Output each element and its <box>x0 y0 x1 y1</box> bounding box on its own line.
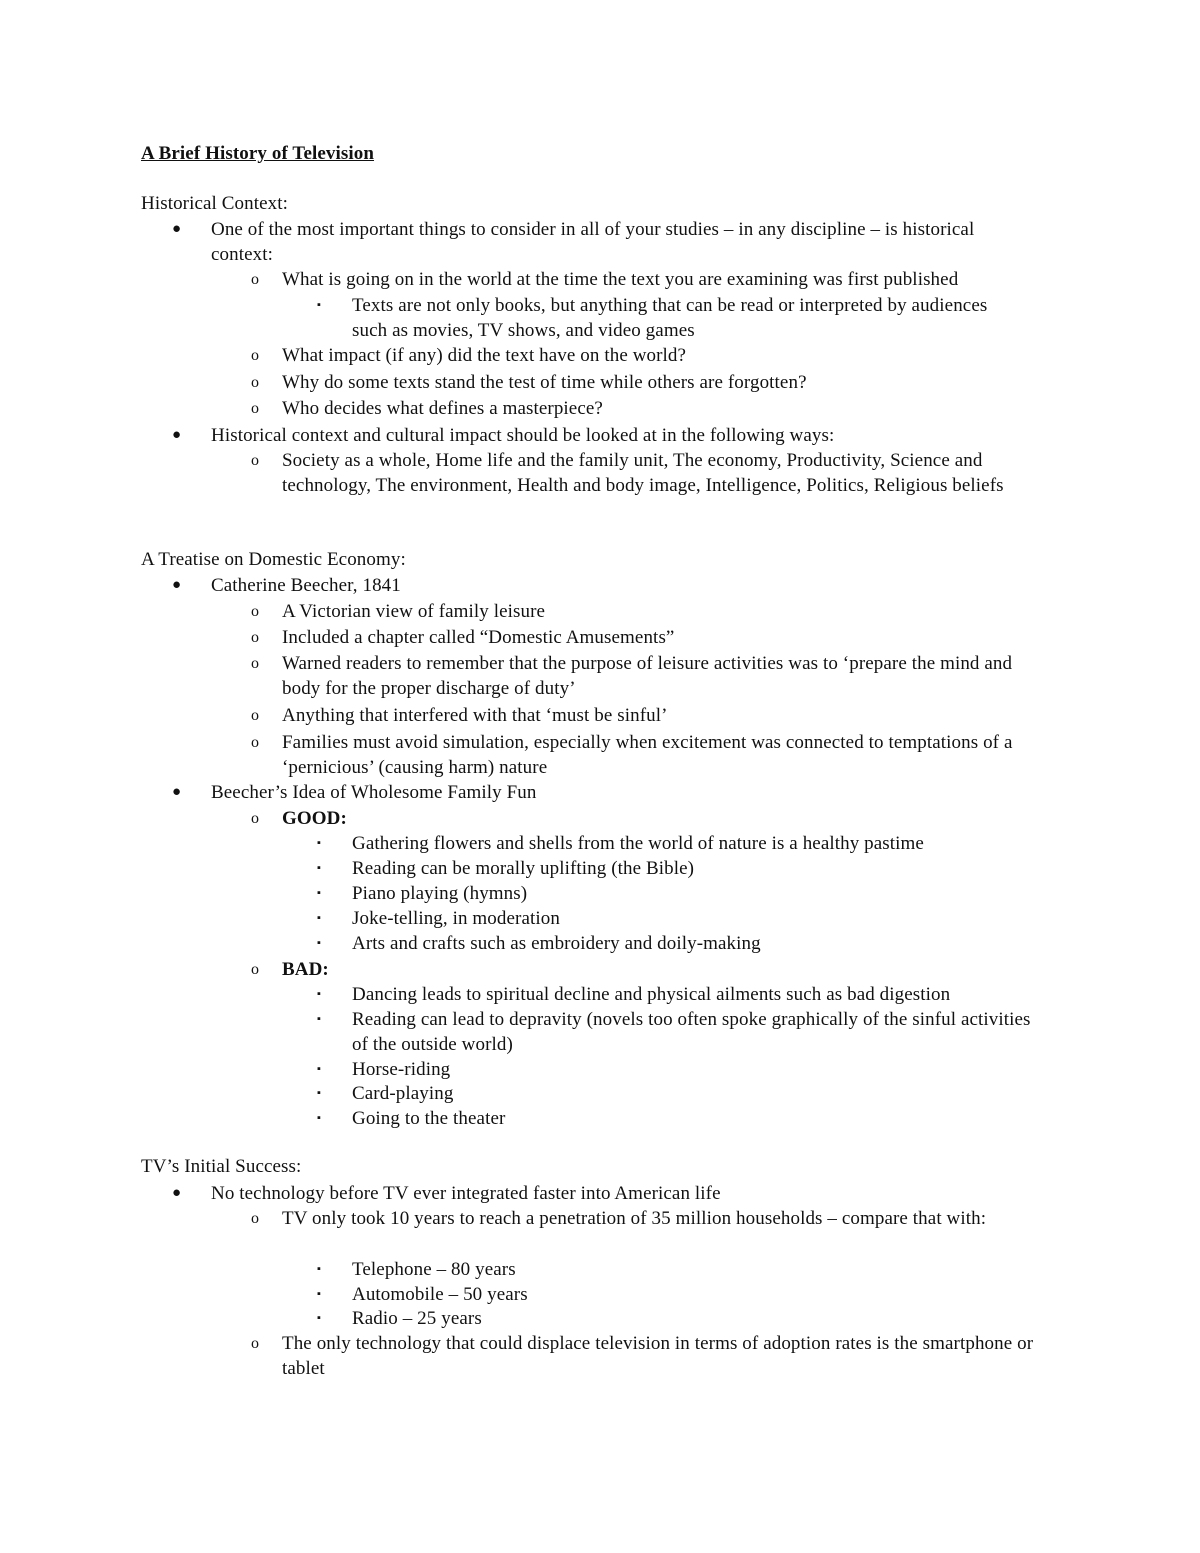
circle-marker: o <box>251 452 260 469</box>
circle-marker: o <box>251 810 260 827</box>
circle-marker: o <box>251 347 260 364</box>
list-item: Gathering flowers and shells from the world of nature is a healthy pastime <box>352 833 924 854</box>
list-item: Who decides what defines a masterpiece? <box>282 398 603 419</box>
circle-marker: o <box>251 603 260 620</box>
list-item: Radio – 25 years <box>352 1308 482 1329</box>
circle-marker: o <box>251 734 260 751</box>
list-item-bad: BAD: <box>282 959 329 980</box>
list-item: The only technology that could displace television in terms of adoption rates is the smartphone or tablet <box>282 1333 1034 1379</box>
square-marker: ▪ <box>317 837 321 849</box>
list-item-good: GOOD: <box>282 808 347 829</box>
list-item: Catherine Beecher, 1841 <box>211 575 401 596</box>
document-title: A Brief History of Television <box>141 143 375 164</box>
square-marker: ▪ <box>317 887 321 899</box>
list-item: Families must avoid simulation, especially when excitement was connected to temptations of a ‘pernicious’ (causing harm) nature <box>282 732 1013 778</box>
list-item: TV only took 10 years to reach a penetration of 35 million households – compare that with: <box>282 1208 987 1229</box>
list-item: Beecher’s Idea of Wholesome Family Fun <box>211 782 537 803</box>
circle-marker: o <box>251 1210 260 1227</box>
list-item: Horse-riding <box>352 1059 451 1080</box>
list-item: Arts and crafts such as embroidery and doily-making <box>352 933 761 954</box>
circle-marker: o <box>251 1335 260 1352</box>
list-item: Card-playing <box>352 1083 454 1104</box>
list-item: No technology before TV ever integrated faster into American life <box>211 1183 721 1204</box>
list-item: Dancing leads to spiritual decline and physical ailments such as bad digestion <box>352 984 951 1005</box>
circle-marker: o <box>251 961 260 978</box>
list-item: Historical context and cultural impact should be looked at in the following ways: <box>211 425 835 446</box>
square-marker: ▪ <box>317 1013 321 1025</box>
bullet-marker: ● <box>172 784 182 800</box>
circle-marker: o <box>251 400 260 417</box>
bullet-marker: ● <box>172 427 182 443</box>
list-item: Why do some texts stand the test of time while others are forgotten? <box>282 372 807 393</box>
square-marker: ▪ <box>317 937 321 949</box>
bullet-marker: ● <box>172 577 182 593</box>
list-item: Anything that interfered with that ‘must be sinful’ <box>282 705 668 726</box>
circle-marker: o <box>251 655 260 672</box>
square-marker: ▪ <box>317 1288 321 1300</box>
list-item: A Victorian view of family leisure <box>282 601 546 622</box>
square-marker: ▪ <box>317 299 321 311</box>
list-item: Society as a whole, Home life and the family unit, The economy, Productivity, Science and technology, The environment, Health and body image, Intelligence, Politics, Religious beliefs <box>282 450 1004 496</box>
circle-marker: o <box>251 271 260 288</box>
section-heading-domestic-economy: A Treatise on Domestic Economy: <box>141 549 406 570</box>
square-marker: ▪ <box>317 912 321 924</box>
square-marker: ▪ <box>317 1063 321 1075</box>
section-heading-historical-context: Historical Context: <box>141 193 289 214</box>
square-marker: ▪ <box>317 1087 321 1099</box>
list-item: Reading can lead to depravity (novels too often spoke graphically of the sinful activities of the outside world) <box>352 1009 1031 1055</box>
list-item: Going to the theater <box>352 1108 506 1129</box>
list-item: Joke-telling, in moderation <box>352 908 560 929</box>
list-item: Reading can be morally uplifting (the Bible) <box>352 858 695 879</box>
circle-marker: o <box>251 374 260 391</box>
list-item: Automobile – 50 years <box>352 1284 528 1305</box>
square-marker: ▪ <box>317 1312 321 1324</box>
list-item: One of the most important things to consider in all of your studies – in any discipline – is historical context: <box>211 219 975 265</box>
square-marker: ▪ <box>317 1112 321 1124</box>
list-item: Piano playing (hymns) <box>352 883 528 904</box>
list-item: What is going on in the world at the time the text you are examining was first published <box>282 269 959 290</box>
bullet-marker: ● <box>172 1185 182 1201</box>
list-item: Texts are not only books, but anything that can be read or interpreted by audiences such as movies, TV shows, and video games <box>352 295 988 341</box>
list-item: Telephone – 80 years <box>352 1259 516 1280</box>
list-item: Included a chapter called “Domestic Amusements” <box>282 627 675 648</box>
square-marker: ▪ <box>317 862 321 874</box>
square-marker: ▪ <box>317 1263 321 1275</box>
circle-marker: o <box>251 707 260 724</box>
square-marker: ▪ <box>317 988 321 1000</box>
list-item: What impact (if any) did the text have on the world? <box>282 345 687 366</box>
bullet-marker: ● <box>172 221 182 237</box>
list-item: Warned readers to remember that the purpose of leisure activities was to ‘prepare the mind and body for the proper discharge of duty’ <box>282 653 1013 699</box>
section-heading-tv-initial-success: TV’s Initial Success: <box>141 1156 302 1177</box>
circle-marker: o <box>251 629 260 646</box>
